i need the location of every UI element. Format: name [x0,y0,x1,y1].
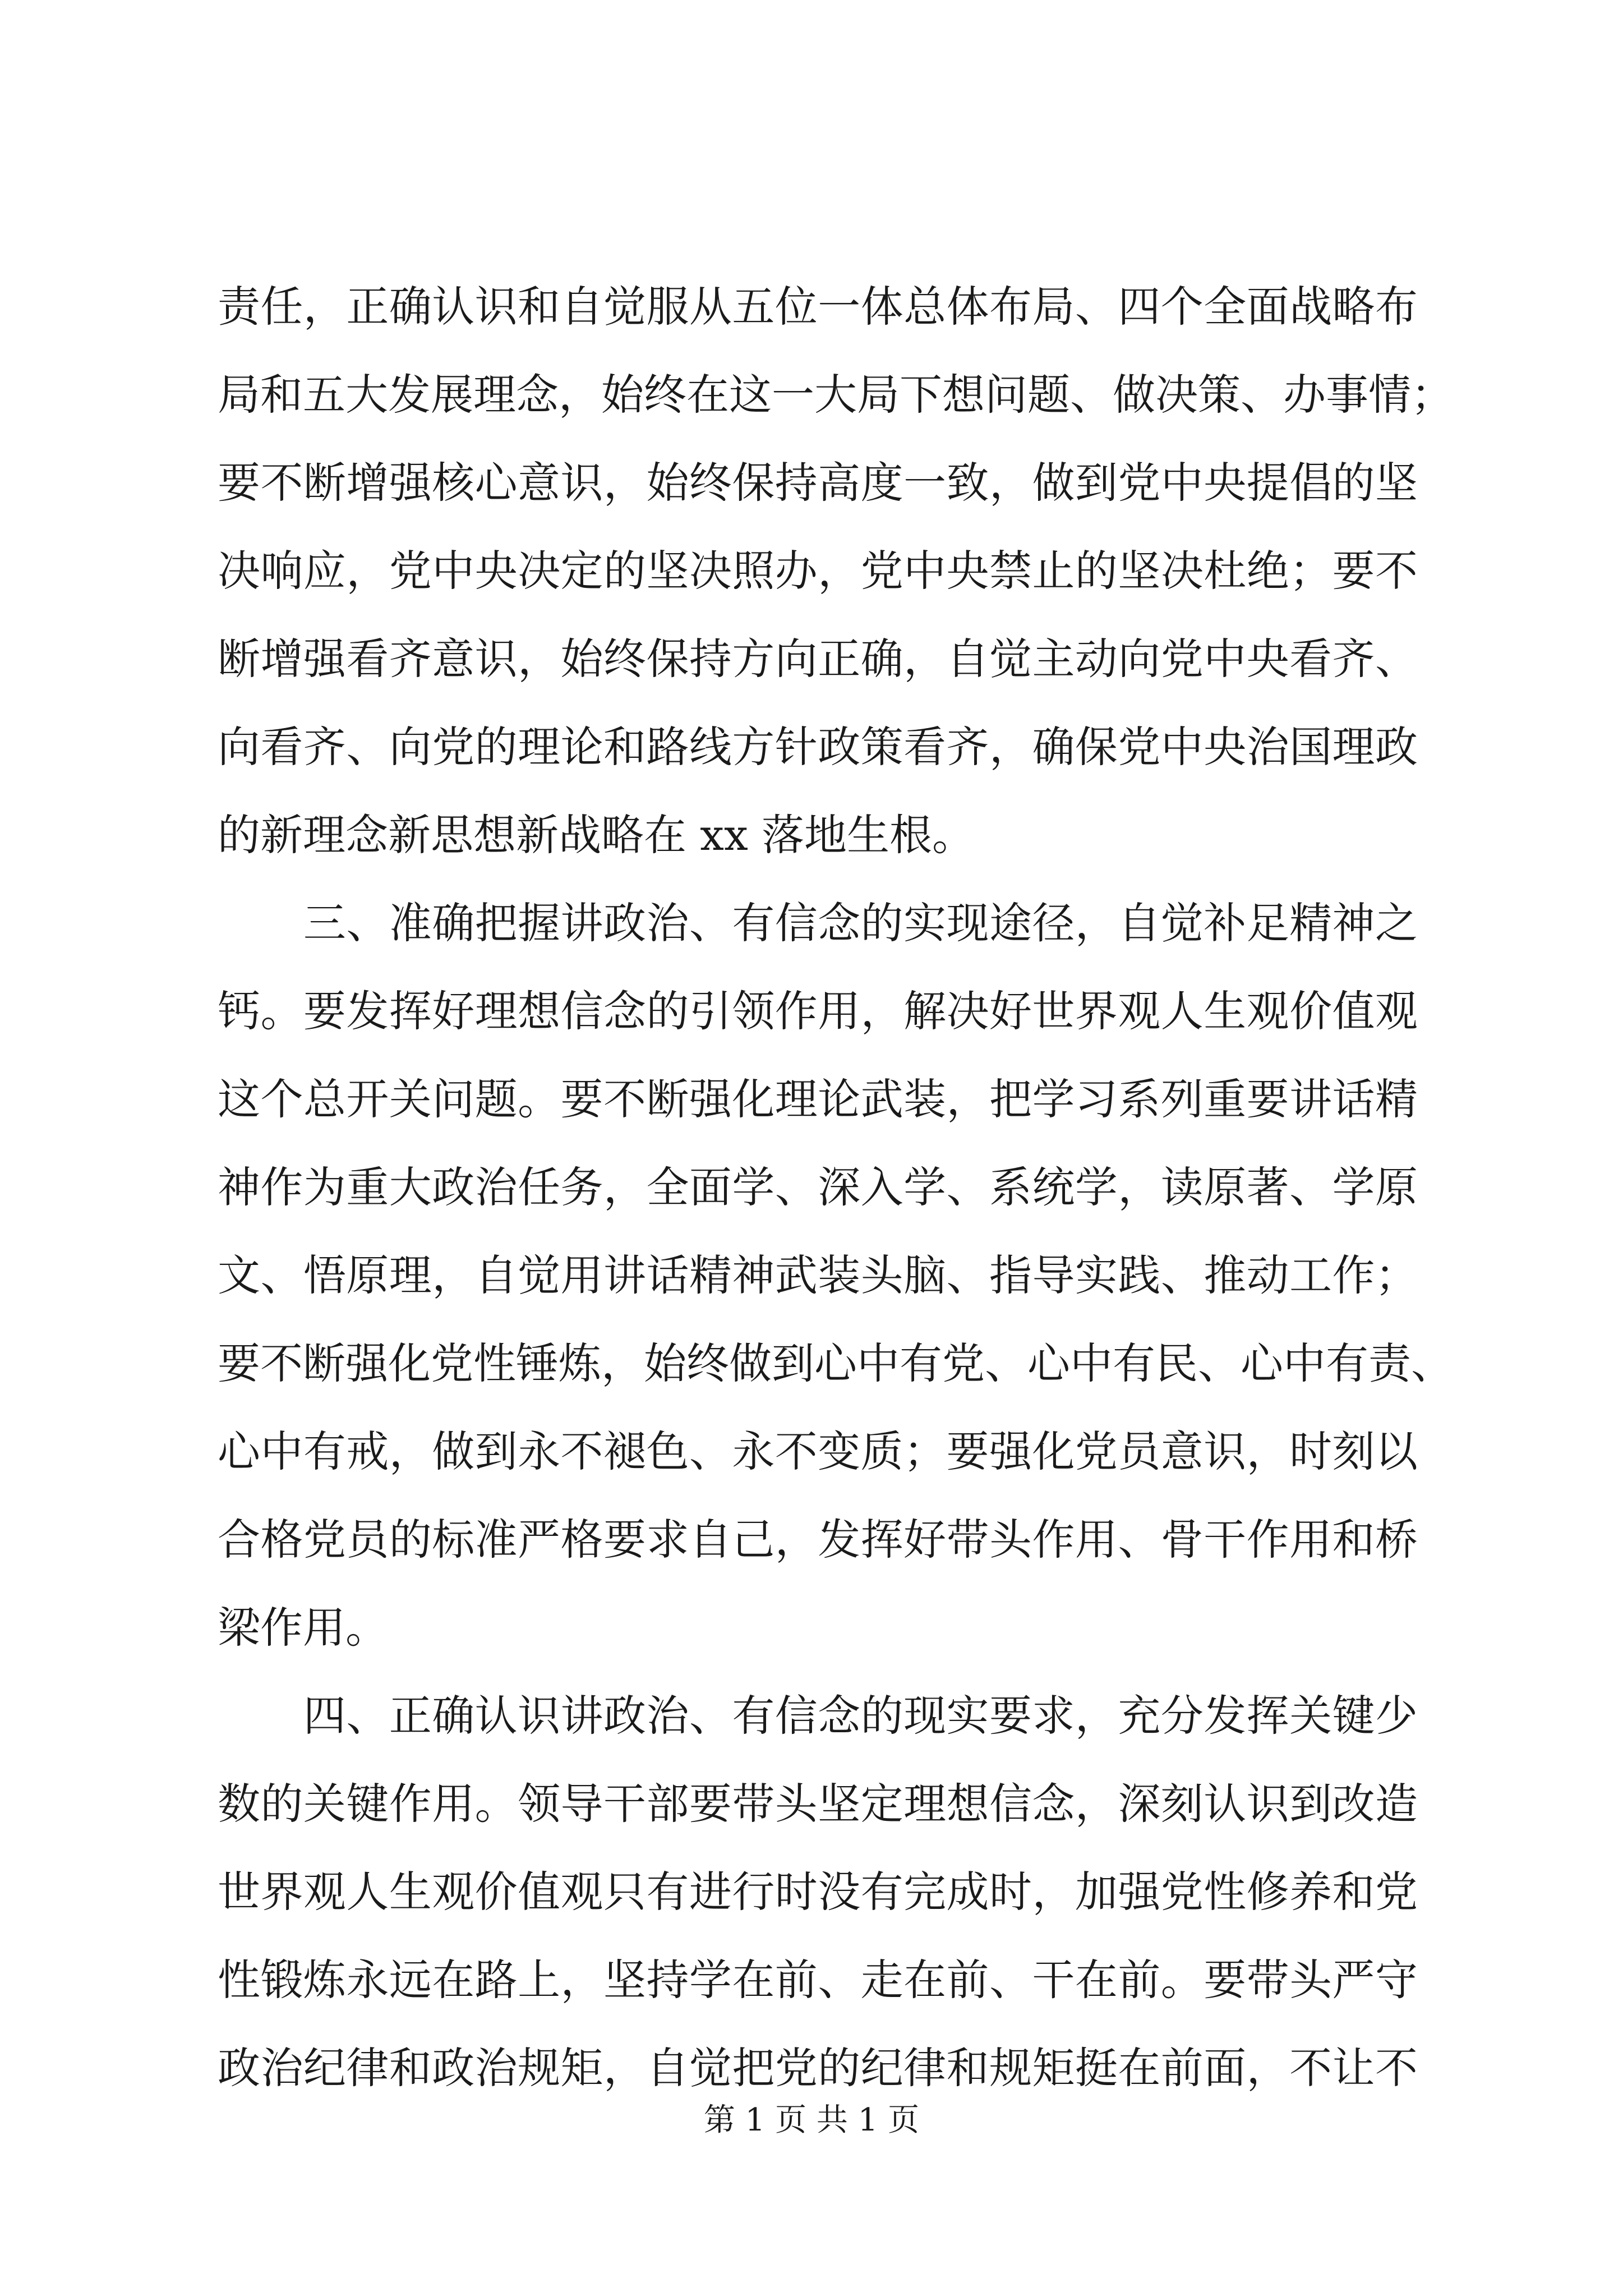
text-line: 四、正确认识讲政治、有信念的现实要求，充分发挥关键少 [218,1691,1418,1741]
text-line: 要不断强化党性锤炼，始终做到心中有党、心中有民、心中有责、 [218,1338,1454,1388]
text-line: 责任，正确认识和自觉服从五位一体总体布局、四个全面战略布 [218,282,1418,332]
page-footer: 第 1 页 共 1 页 [703,2102,920,2138]
text-line: 性锻炼永远在路上，坚持学在前、走在前、干在前。要带头严守 [218,1955,1418,2005]
text-line: 文、悟原理，自觉用讲话精神武装头脑、指导实践、推动工作； [218,1250,1418,1300]
text-line: 心中有戒，做到永不褪色、永不变质；要强化党员意识，时刻以 [218,1427,1418,1476]
text-line: 钙。要发挥好理想信念的引领作用，解决好世界观人生观价值观 [218,986,1418,1036]
text-line: 的新理念新思想新战略在 xx 落地生根。 [218,810,975,860]
text-line: 世界观人生观价值观只有进行时没有完成时，加强党性修养和党 [218,1867,1418,1917]
text-line: 政治纪律和政治规矩，自觉把党的纪律和规矩挺在前面，不让不 [218,2043,1418,2093]
text-line: 梁作用。 [218,1603,388,1653]
text-line: 合格党员的标准严格要求自己，发挥好带头作用、骨干作用和桥 [218,1515,1418,1565]
body-text [218,263,1454,2112]
text-line: 要不断增强核心意识，始终保持高度一致，做到党中央提倡的坚 [218,458,1418,508]
text-line: 神作为重大政治任务，全面学、深入学、系统学，读原著、学原 [218,1162,1418,1212]
text-line: 向看齐、向党的理论和路线方针政策看齐，确保党中央治国理政 [218,722,1418,772]
text-line: 这个总开关问题。要不断强化理论武装，把学习系列重要讲话精 [218,1074,1418,1124]
text-line: 局和五大发展理念，始终在这一大局下想问题、做决策、办事情； [218,370,1454,420]
text-line: 数的关键作用。领导干部要带头坚定理想信念，深刻认识到改造 [218,1779,1418,1829]
text-line: 断增强看齐意识，始终保持方向正确，自觉主动向党中央看齐、 [218,634,1418,684]
text-line: 决响应，党中央决定的坚决照办，党中央禁止的坚决杜绝；要不 [218,546,1418,596]
text-line: 三、准确把握讲政治、有信念的实现途径，自觉补足精神之 [218,898,1418,948]
